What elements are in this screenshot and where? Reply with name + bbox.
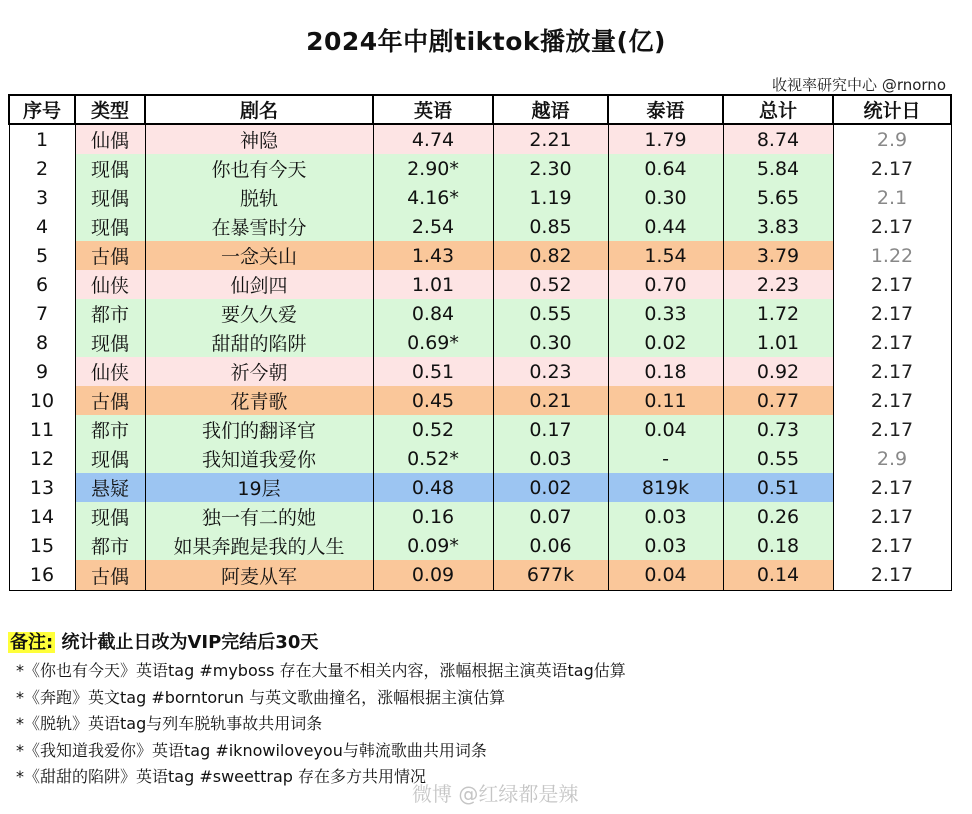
cell-type: 现偶 (75, 444, 145, 473)
cell-drama-name: 一念关山 (145, 241, 373, 270)
cell-index: 4 (9, 212, 75, 241)
cell-stat-date: 2.17 (833, 299, 951, 328)
cell-drama-name: 要久久爱 (145, 299, 373, 328)
note-item: *《脱轨》英语tag与列车脱轨事故共用词条 (16, 714, 323, 733)
cell-type: 现偶 (75, 183, 145, 212)
cell-type: 仙侠 (75, 357, 145, 386)
header-total: 总计 (723, 95, 833, 124)
table-row (9, 386, 951, 415)
cell-stat-date: 2.17 (833, 386, 951, 415)
cell-stat-date: 2.17 (833, 473, 951, 502)
cell-total: 0.18 (723, 531, 833, 560)
cell-drama-name: 我知道我爱你 (145, 444, 373, 473)
cell-stat-date: 2.17 (833, 357, 951, 386)
cell-stat-date: 2.17 (833, 531, 951, 560)
cell-english: 2.54 (373, 212, 493, 241)
note-item: *《你也有今天》英语tag #myboss 存在大量不相关内容，涨幅根据主演英语tag估算 (16, 661, 626, 680)
cell-vietnamese: 1.19 (493, 183, 608, 212)
cell-total: 0.77 (723, 386, 833, 415)
cell-index: 15 (9, 531, 75, 560)
header-english: 英语 (373, 95, 493, 124)
cell-drama-name: 19层 (145, 473, 373, 502)
cell-total: 0.51 (723, 473, 833, 502)
cell-thai: 0.33 (608, 299, 723, 328)
cell-total: 3.79 (723, 241, 833, 270)
cell-stat-date: 2.9 (833, 124, 951, 154)
cell-stat-date: 2.9 (833, 444, 951, 473)
cell-drama-name: 祈今朝 (145, 357, 373, 386)
cell-type: 仙侠 (75, 270, 145, 299)
cell-english: 0.09 (373, 560, 493, 591)
cell-stat-date: 2.17 (833, 502, 951, 531)
cell-stat-date: 2.17 (833, 560, 951, 591)
cell-index: 9 (9, 357, 75, 386)
cell-index: 5 (9, 241, 75, 270)
cell-english: 0.09* (373, 531, 493, 560)
cell-english: 4.74 (373, 124, 493, 154)
cell-stat-date: 2.1 (833, 183, 951, 212)
header-stat-date: 统计日 (833, 95, 951, 124)
cell-drama-name: 我们的翻译官 (145, 415, 373, 444)
cell-total: 5.65 (723, 183, 833, 212)
cell-total: 2.23 (723, 270, 833, 299)
table-row (9, 270, 951, 299)
cell-stat-date: 2.17 (833, 328, 951, 357)
cell-vietnamese: 0.21 (493, 386, 608, 415)
cell-type: 仙偶 (75, 124, 145, 154)
cell-drama-name: 你也有今天 (145, 154, 373, 183)
cell-english: 0.48 (373, 473, 493, 502)
cell-drama-name: 在暴雪时分 (145, 212, 373, 241)
cell-drama-name: 神隐 (145, 124, 373, 154)
note-item: *《奔跑》英文tag #borntorun 与英文歌曲撞名，涨幅根据主演估算 (16, 687, 506, 707)
cell-total: 0.92 (723, 357, 833, 386)
cell-english: 0.69* (373, 328, 493, 357)
cell-type: 都市 (75, 415, 145, 444)
cell-english: 1.01 (373, 270, 493, 299)
cell-english: 0.84 (373, 299, 493, 328)
table-row (9, 502, 951, 531)
table-row (9, 212, 951, 241)
cell-english: 0.45 (373, 386, 493, 415)
cell-type: 现偶 (75, 328, 145, 357)
note-item: *《甜甜的陷阱》英语tag #sweettrap 存在多方共用情况 (16, 767, 427, 786)
cell-index: 12 (9, 444, 75, 473)
cell-english: 2.90* (373, 154, 493, 183)
cell-total: 0.55 (723, 444, 833, 473)
table-row (9, 154, 951, 183)
table-row (9, 473, 951, 502)
cell-type: 都市 (75, 299, 145, 328)
cell-drama-name: 花青歌 (145, 386, 373, 415)
table-row (9, 183, 951, 212)
cell-index: 16 (9, 560, 75, 591)
table-row (9, 357, 951, 386)
cell-drama-name: 如果奔跑是我的人生 (145, 531, 373, 560)
cell-total: 8.74 (723, 124, 833, 154)
cell-vietnamese: 0.23 (493, 357, 608, 386)
cell-english: 0.16 (373, 502, 493, 531)
table-row (9, 328, 951, 357)
table-row (9, 444, 951, 473)
cell-index: 6 (9, 270, 75, 299)
notes-label: 备注: (10, 632, 54, 653)
cell-vietnamese: 2.30 (493, 154, 608, 183)
table-row (9, 299, 951, 328)
cell-thai: 0.03 (608, 531, 723, 560)
cell-total: 1.01 (723, 328, 833, 357)
cell-stat-date: 1.22 (833, 241, 951, 270)
cell-index: 2 (9, 154, 75, 183)
note-item: *《我知道我爱你》英语tag #iknowiloveyou与韩流歌曲共用词条 (16, 740, 487, 760)
cell-type: 古偶 (75, 560, 145, 591)
cell-vietnamese: 0.02 (493, 473, 608, 502)
cell-index: 10 (9, 386, 75, 415)
table-row (9, 560, 951, 591)
cell-thai: 0.04 (608, 560, 723, 591)
cell-type: 现偶 (75, 154, 145, 183)
cell-stat-date: 2.17 (833, 154, 951, 183)
cell-thai: 0.03 (608, 502, 723, 531)
cell-thai: 1.79 (608, 124, 723, 154)
cell-index: 3 (9, 183, 75, 212)
cell-vietnamese: 0.03 (493, 444, 608, 473)
cell-drama-name: 仙剑四 (145, 270, 373, 299)
cell-vietnamese: 0.82 (493, 241, 608, 270)
notes-headline (8, 628, 948, 654)
notes-headline-text: 统计截止日改为VIP完结后30天 (61, 632, 319, 653)
cell-thai: 0.11 (608, 386, 723, 415)
cell-stat-date: 2.17 (833, 415, 951, 444)
cell-vietnamese: 2.21 (493, 124, 608, 154)
cell-index: 11 (9, 415, 75, 444)
cell-english: 0.52* (373, 444, 493, 473)
cell-english: 1.43 (373, 241, 493, 270)
cell-thai: 0.44 (608, 212, 723, 241)
cell-stat-date: 2.17 (833, 270, 951, 299)
cell-type: 古偶 (75, 241, 145, 270)
cell-vietnamese: 0.55 (493, 299, 608, 328)
cell-thai: - (608, 444, 723, 473)
cell-total: 0.14 (723, 560, 833, 591)
cell-index: 14 (9, 502, 75, 531)
cell-total: 0.26 (723, 502, 833, 531)
cell-thai: 1.54 (608, 241, 723, 270)
header-thai: 泰语 (608, 95, 723, 124)
cell-english: 0.52 (373, 415, 493, 444)
cell-index: 13 (9, 473, 75, 502)
source-credit: 收视率研究中心 @rnorno (772, 76, 946, 94)
cell-drama-name: 甜甜的陷阱 (145, 328, 373, 357)
cell-english: 0.51 (373, 357, 493, 386)
ratings-table (8, 94, 952, 591)
cell-total: 3.83 (723, 212, 833, 241)
cell-thai: 819k (608, 473, 723, 502)
table-header-row (9, 95, 951, 124)
cell-thai: 0.70 (608, 270, 723, 299)
watermark: 微博 @红绿都是辣 (412, 782, 579, 806)
cell-drama-name: 脱轨 (145, 183, 373, 212)
cell-type: 都市 (75, 531, 145, 560)
cell-vietnamese: 0.07 (493, 502, 608, 531)
cell-type: 悬疑 (75, 473, 145, 502)
cell-stat-date: 2.17 (833, 212, 951, 241)
table-row (9, 241, 951, 270)
cell-vietnamese: 0.85 (493, 212, 608, 241)
table-row (9, 124, 951, 154)
header-index: 序号 (9, 95, 75, 124)
header-drama-name: 剧名 (145, 95, 373, 124)
notes-section (8, 628, 948, 791)
page-title: 2024年中剧tiktok播放量(亿) (306, 27, 666, 56)
cell-type: 现偶 (75, 212, 145, 241)
cell-vietnamese: 677k (493, 560, 608, 591)
cell-english: 4.16* (373, 183, 493, 212)
cell-thai: 0.02 (608, 328, 723, 357)
cell-type: 现偶 (75, 502, 145, 531)
cell-thai: 0.64 (608, 154, 723, 183)
cell-vietnamese: 0.17 (493, 415, 608, 444)
table-row (9, 415, 951, 444)
cell-thai: 0.04 (608, 415, 723, 444)
cell-drama-name: 阿麦从军 (145, 560, 373, 591)
cell-type: 古偶 (75, 386, 145, 415)
cell-drama-name: 独一有二的她 (145, 502, 373, 531)
cell-index: 8 (9, 328, 75, 357)
cell-index: 7 (9, 299, 75, 328)
notes-list (8, 658, 948, 791)
cell-total: 1.72 (723, 299, 833, 328)
cell-total: 0.73 (723, 415, 833, 444)
cell-total: 5.84 (723, 154, 833, 183)
header-vietnamese: 越语 (493, 95, 608, 124)
table-row (9, 531, 951, 560)
cell-vietnamese: 0.06 (493, 531, 608, 560)
cell-index: 1 (9, 124, 75, 154)
cell-thai: 0.18 (608, 357, 723, 386)
cell-thai: 0.30 (608, 183, 723, 212)
cell-vietnamese: 0.52 (493, 270, 608, 299)
cell-vietnamese: 0.30 (493, 328, 608, 357)
header-type: 类型 (75, 95, 145, 124)
